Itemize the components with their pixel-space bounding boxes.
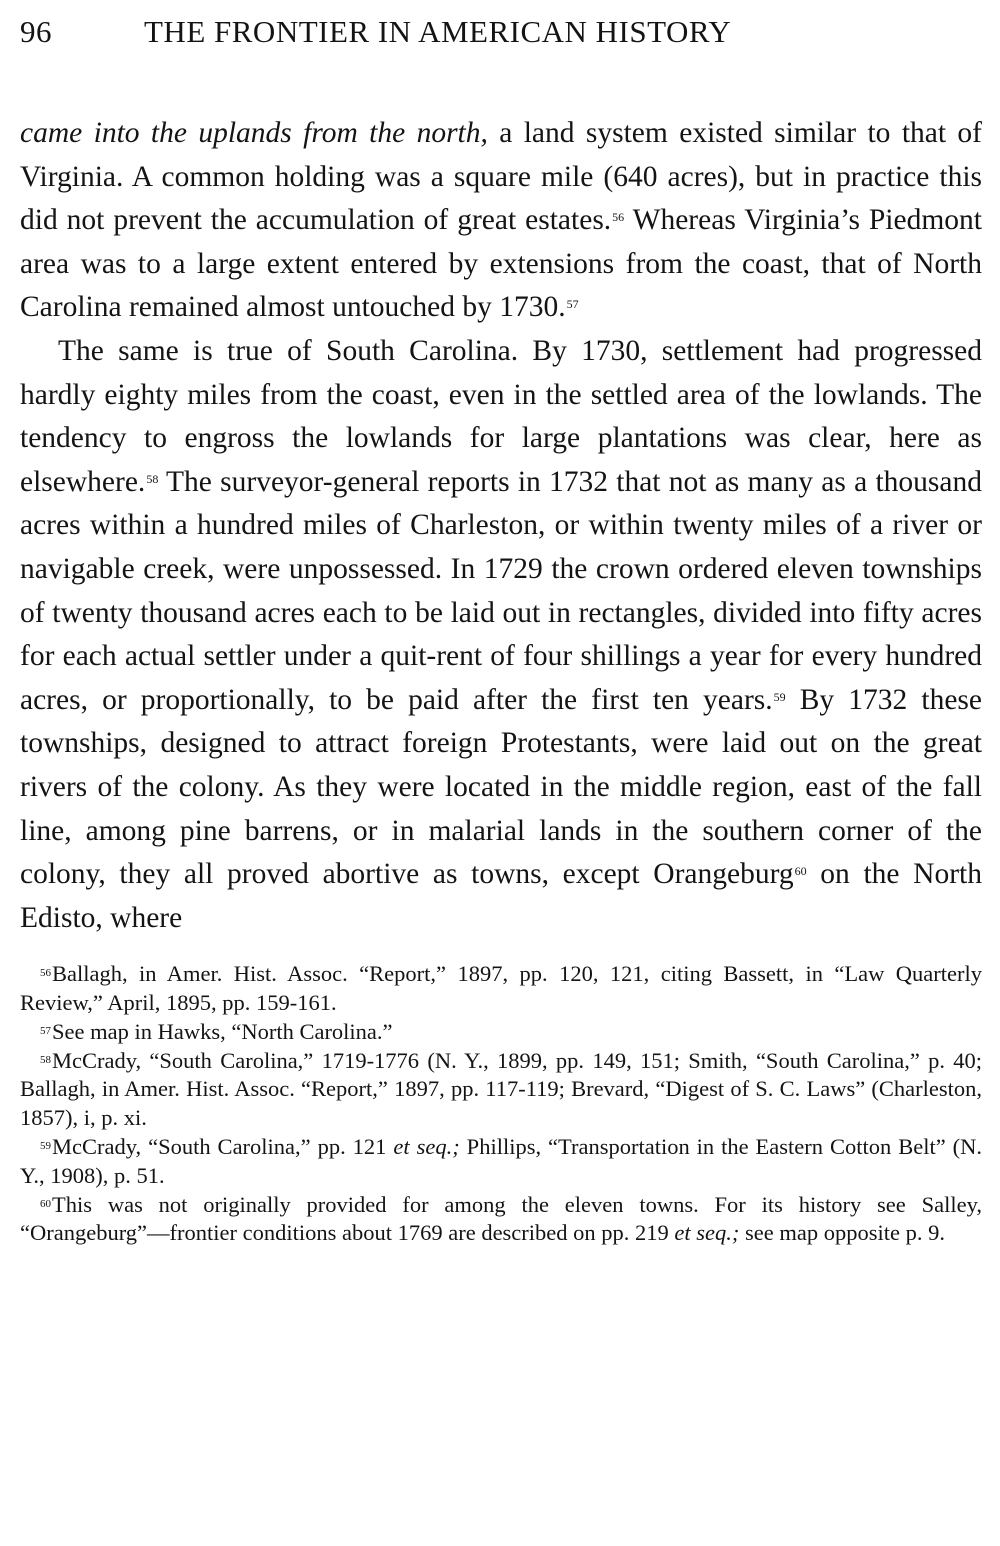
footnote-57 <box>20 1018 982 1047</box>
paragraph-1 <box>20 112 982 330</box>
footnote-text: This was not originally provided for among the eleven towns. For its history see Salley, “Orangeburg”—frontier conditions about 1769 are described on pp. 219 <box>20 1191 982 1246</box>
footnote-58 <box>20 1047 982 1133</box>
page-header <box>20 14 982 66</box>
footnote-59 <box>20 1133 982 1191</box>
page-number: 96 <box>20 14 52 49</box>
footnote-number: 59 <box>40 1140 51 1153</box>
footnote-60 <box>20 1191 982 1249</box>
main-text <box>20 112 982 940</box>
footnote-ref-58[interactable]: 58 <box>146 471 159 486</box>
footnote-ref-59[interactable]: 59 <box>773 689 786 704</box>
paragraph-2-text-a: The same is true of South Carolina. By 1730, settlement had progressed hardly eighty miles from the coast, even in the settled area of the lowlands. The tendency to engross the lowlands for large plantations was clear, here as elsewhere. <box>20 334 982 498</box>
footnote-ref-60[interactable]: 60 <box>794 864 807 879</box>
footnote-text: McCrady, “South Carolina,” pp. 121 <box>52 1134 394 1160</box>
paragraph-2 <box>20 330 982 940</box>
footnote-number: 56 <box>40 967 51 980</box>
footnote-text: McCrady, “South Carolina,” 1719-1776 (N. Y., 1899, pp. 149, 151; Smith, “South Carolina,” p. 40; Ballagh, in Amer. Hist. Assoc. “Report,” 1897, pp. 117-119; Brevard, “Digest of S. C. Laws” (Charleston, 1857), i, p. xi. <box>20 1047 982 1131</box>
footnote-ref-57[interactable]: 57 <box>566 297 579 312</box>
paragraph-2-text-b: The surveyor-general reports in 1732 that not as many as a thousand acres within a hundred miles of Charleston, or within twenty miles of a river or navigable creek, were unpossessed. In 1729 the crown ordered eleven townships of twenty thousand acres each to be laid out in rectangles, divided into fifty acres for each actual settler under a quit-rent of four shillings a year for every hundred acres, or proportionally, to be paid after the first ten years. <box>20 465 982 716</box>
footnote-italic: et seq.; <box>674 1220 740 1246</box>
paragraph-1-text-a: a land system existed similar to that of Virginia. A common holding was a square mile (640 acres), but in practice this did not prevent the accumulation of great estates. <box>20 117 983 237</box>
paragraph-2-text-c: By 1732 these townships, designed to attract foreign Protestants, were laid out on the great rivers of the colony. As they were located in the middle region, east of the fall line, among pine barrens, or in malarial lands in the southern corner of the colony, they all proved abortive as towns, except Orangeburg <box>20 683 982 891</box>
footnote-number: 58 <box>40 1053 51 1066</box>
footnote-text: see map opposite p. 9. <box>739 1220 945 1246</box>
footnote-italic: et seq.; <box>393 1134 460 1160</box>
running-title: THE FRONTIER IN AMERICAN HISTORY <box>144 14 732 49</box>
footnote-56 <box>20 960 982 1018</box>
footnote-text: See map in Hawks, “North Carolina.” <box>52 1018 393 1044</box>
paragraph-2-text-d: on the North Edisto, where <box>20 858 982 934</box>
footnote-ref-56[interactable]: 56 <box>612 210 625 225</box>
paragraph-1-italic-opening: came into the uplands from the north, <box>20 117 488 149</box>
footnote-number: 60 <box>40 1197 51 1210</box>
footnote-number: 57 <box>40 1024 51 1037</box>
paragraph-1-text-b: Whereas Virginia’s Piedmont area was to a large extent entered by extensions from the coast, that of North Carolina remained almost untouched by 1730. <box>20 204 982 324</box>
footnote-text: Phillips, “Transportation in the Eastern Cotton Belt” (N. Y., 1908), p. 51. <box>20 1134 983 1188</box>
book-page <box>20 14 982 1248</box>
footnote-text: Ballagh, in Amer. Hist. Assoc. “Report,” 1897, pp. 120, 121, citing Bassett, in “Law Quarterly Review,” April, 1895, pp. 159-161. <box>20 961 982 1016</box>
footnotes <box>20 960 982 1248</box>
